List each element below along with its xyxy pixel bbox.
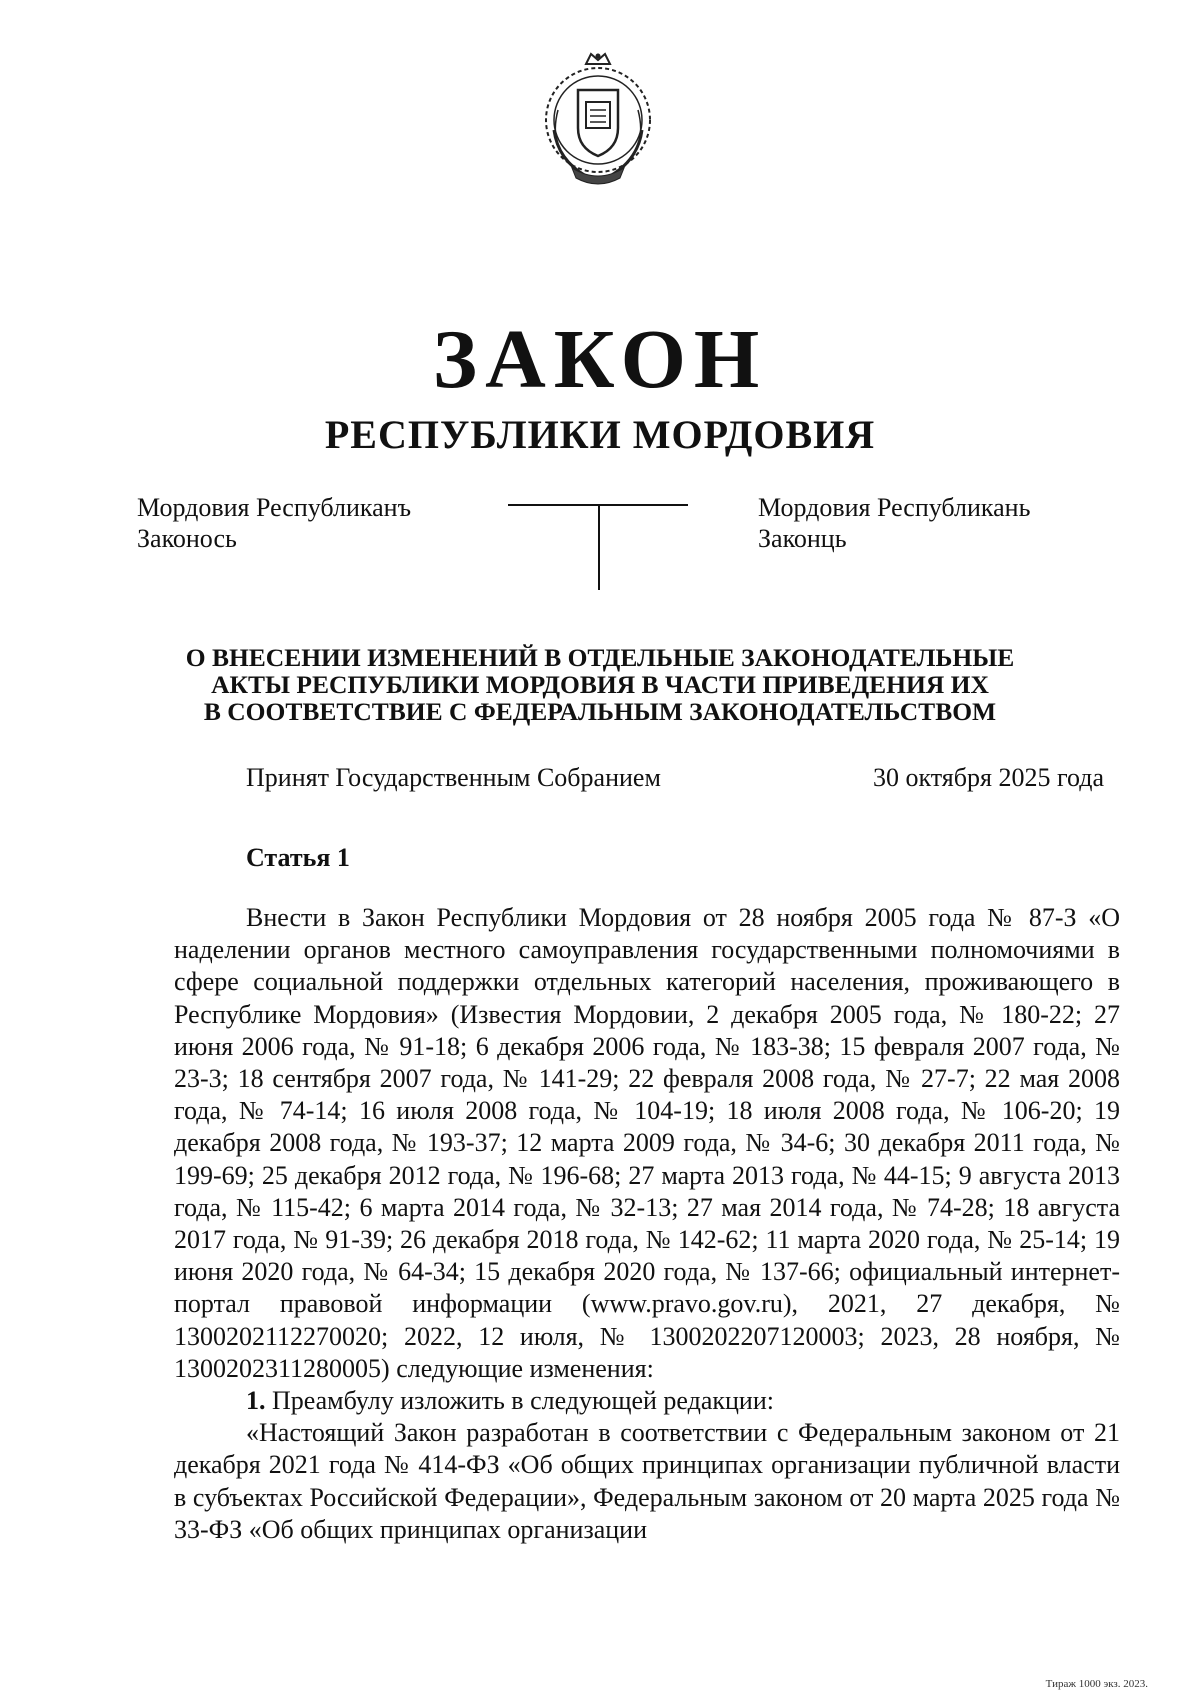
body-paragraph: «Настоящий Закон разработан в соответствии с Федеральным законом от 21 декабря 2021 года № 414-ФЗ «Об общих принципах организации публичной власти в субъектах Российской Федерации», Федеральным законом от 20 марта 2025 года № 33-ФЗ «Об общих принципах организации bbox=[174, 1418, 1120, 1544]
left-heading-line: Законось bbox=[137, 524, 237, 553]
article-body bbox=[174, 902, 1120, 1546]
law-heading-line: АКТЫ РЕСПУБЛИКИ МОРДОВИЯ В ЧАСТИ ПРИВЕДЕНИЯ ИХ bbox=[211, 670, 989, 699]
right-heading-line: Мордовия Республикань bbox=[758, 493, 1031, 522]
body-item bbox=[174, 1385, 1120, 1417]
item-number: 1. bbox=[246, 1386, 266, 1416]
coat-of-arms-icon bbox=[536, 50, 660, 190]
document-title: ЗАКОН bbox=[432, 313, 768, 406]
left-heading-line: Мордовия Республиканъ bbox=[137, 493, 412, 522]
law-heading bbox=[0, 644, 1200, 725]
adopted-label: Принят Государственным Собранием bbox=[246, 763, 661, 792]
right-heading-block bbox=[758, 492, 1030, 554]
print-run-note: Тираж 1000 экз. 2023. bbox=[1045, 1678, 1148, 1690]
document-subtitle: РЕСПУБЛИКИ МОРДОВИЯ bbox=[324, 412, 876, 457]
law-heading-line: В СООТВЕТСТВИЕ С ФЕДЕРАЛЬНЫМ ЗАКОНОДАТЕЛЬСТВОМ bbox=[203, 697, 997, 726]
article-title: Статья 1 bbox=[246, 843, 350, 872]
item-text: Преамбулу изложить в следующей редакции: bbox=[272, 1386, 774, 1416]
left-heading-block bbox=[137, 492, 411, 554]
body-paragraph: Внести в Закон Республики Мордовия от 28 ноября 2005 года № 87-З «О наделении органов местного самоуправления государственными полномочиями в сфере социальной поддержки отдельных категорий населения, проживающего в Республике Мордовия» (Известия Мордовии, 2 декабря 2005 года, № 180-22; 27 июня 2006 года, № 91-18; 6 декабря 2006 года, № 183-38; 15 февраля 2007 года, № 23-3; 18 сентября 2007 года, № 141-29; 22 февраля 2008 года, № 27-7; 22 мая 2008 года, № 74-14; 16 июля 2008 года, № 104-19; 18 июля 2008 года, № 106-20; 19 декабря 2008 года, № 193-37; 12 марта 2009 года, № 34-6; 30 декабря 2011 года, № 199-69; 25 декабря 2012 года, № 196-68; 27 марта 2013 года, № 44-15; 9 августа 2013 года, № 115-42; 6 марта 2014 года, № 32-13; 27 мая 2014 года, № 74-28; 18 августа 2017 года, № 91-39; 26 декабря 2018 года, № 142-62; 11 марта 2020 года, № 25-14; 19 июня 2020 года, № 64-34; 15 декабря 2020 года, № 137-66; официальный интернет-портал правовой информации (www.pravo.gov.ru), 2021, 27 декабря, № 1300202112270020; 2022, 12 июля, № 1300202207120003; 2023, 28 ноября, № 1300202311280005) следующие изменения: bbox=[174, 903, 1120, 1383]
right-heading-line: Законць bbox=[758, 524, 847, 553]
law-heading-line: О ВНЕСЕНИИ ИЗМЕНЕНИЙ В ОТДЕЛЬНЫЕ ЗАКОНОДАТЕЛЬНЫЕ bbox=[185, 643, 1015, 672]
adopted-date: 30 октября 2025 года bbox=[873, 763, 1104, 792]
center-divider-vertical bbox=[598, 505, 600, 590]
